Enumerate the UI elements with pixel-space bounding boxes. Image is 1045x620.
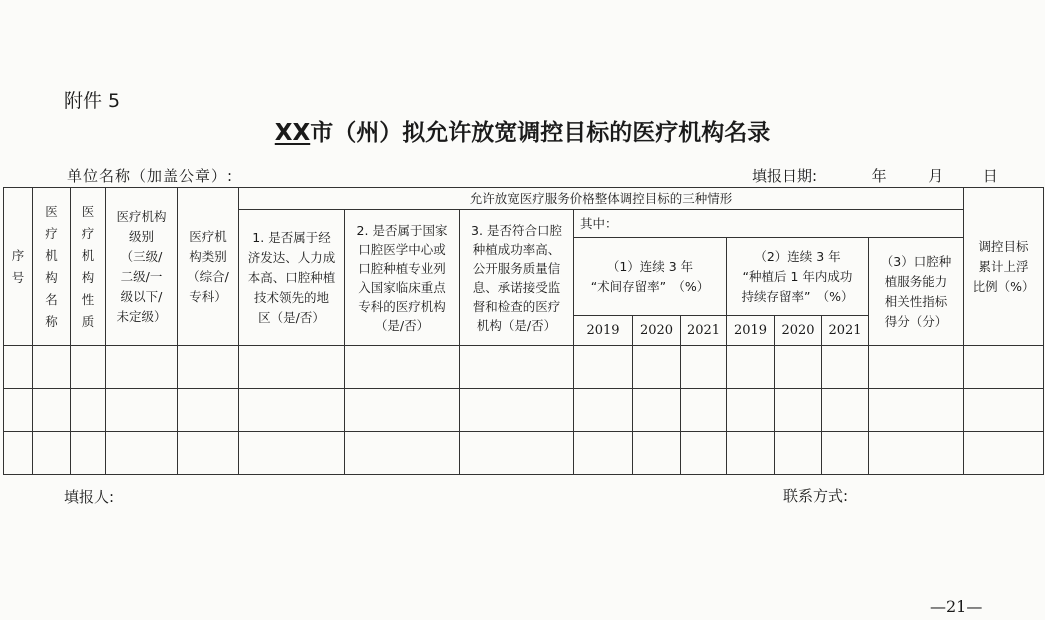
table-cell[interactable]	[869, 346, 964, 389]
sub-criterion-3-header: （3）口腔种 植服务能力 相关性指标 得分（分）	[869, 238, 964, 346]
table-cell[interactable]	[106, 389, 178, 432]
unit-name-label: 单位名称（加盖公章）:	[67, 167, 234, 185]
table-cell[interactable]	[345, 432, 460, 475]
col-type-header: 医疗机 构类别 （综合/ 专科）	[178, 188, 239, 346]
attachment-label: 附件 5	[64, 90, 121, 112]
col-name-header: 医 疗 机 构 名 称	[33, 188, 71, 346]
among-label: 其中：	[574, 210, 964, 238]
table-cell[interactable]	[106, 346, 178, 389]
page-number: —21—	[930, 597, 983, 616]
table-cell[interactable]	[775, 432, 822, 475]
title-city-placeholder: XX	[274, 120, 311, 146]
table-cell[interactable]	[775, 346, 822, 389]
table-cell[interactable]	[869, 432, 964, 475]
table-cell[interactable]	[178, 389, 239, 432]
table-cell[interactable]	[822, 389, 869, 432]
table-cell[interactable]	[178, 432, 239, 475]
table-cell[interactable]	[4, 432, 33, 475]
table-cell[interactable]	[71, 389, 106, 432]
table-cell[interactable]	[4, 389, 33, 432]
table-cell[interactable]	[33, 389, 71, 432]
table-cell[interactable]	[345, 346, 460, 389]
fill-date	[752, 165, 998, 186]
col-level-header: 医疗机构 级别 （三级/ 二级/一 级以下/ 未定级）	[106, 188, 178, 346]
table-cell[interactable]	[106, 432, 178, 475]
year-header: 2020	[775, 316, 822, 346]
date-month-label: 月	[928, 167, 944, 185]
situation-1-header: 1. 是否属于经 济发达、人力成 本高、口腔种植 技术领先的地 区（是/否）	[239, 210, 345, 346]
table-cell[interactable]	[71, 432, 106, 475]
table-cell[interactable]	[964, 432, 1044, 475]
table-cell[interactable]	[4, 346, 33, 389]
year-header: 2019	[727, 316, 775, 346]
table-cell[interactable]	[964, 346, 1044, 389]
table-cell[interactable]	[574, 346, 633, 389]
table-cell[interactable]	[633, 389, 681, 432]
table-row	[4, 389, 1044, 432]
table-cell[interactable]	[460, 389, 574, 432]
table-cell[interactable]	[239, 346, 345, 389]
date-year-label: 年	[871, 167, 887, 185]
table-cell[interactable]	[964, 389, 1044, 432]
sub-criterion-1-header: （1）连续 3 年 “术间存留率” （%）	[574, 238, 727, 316]
situation-3-header: 3. 是否符合口腔 种植成功率高、 公开服务质量信 息、承诺接受监 督和检查的医疗 机构（是/否）	[460, 210, 574, 346]
table-cell[interactable]	[869, 389, 964, 432]
date-day-label: 日	[982, 167, 998, 185]
table-cell[interactable]	[727, 432, 775, 475]
table-cell[interactable]	[345, 389, 460, 432]
year-header: 2021	[822, 316, 869, 346]
col-nature-header: 医 疗 机 构 性 质	[71, 188, 106, 346]
fill-date-label: 填报日期:	[752, 167, 818, 185]
table-cell[interactable]	[574, 432, 633, 475]
table-cell[interactable]	[633, 432, 681, 475]
title-text: 市（州）拟允许放宽调控目标的医疗机构名录	[310, 120, 771, 146]
table-cell[interactable]	[460, 432, 574, 475]
table-cell[interactable]	[681, 432, 727, 475]
table-cell[interactable]	[775, 389, 822, 432]
year-header: 2020	[633, 316, 681, 346]
year-header: 2019	[574, 316, 633, 346]
table-cell[interactable]	[460, 346, 574, 389]
group-header: 允许放宽医疗服务价格整体调控目标的三种情形	[239, 188, 964, 210]
page-title	[0, 114, 1045, 147]
col-seq-header: 序 号	[4, 188, 33, 346]
table-cell[interactable]	[239, 432, 345, 475]
table-cell[interactable]	[33, 432, 71, 475]
table-cell[interactable]	[33, 346, 71, 389]
reporter-label: 填报人:	[64, 488, 115, 506]
contact-label: 联系方式:	[783, 487, 849, 505]
col-float-header: 调控目标 累计上浮 比例（%）	[964, 188, 1044, 346]
table-cell[interactable]	[71, 346, 106, 389]
table-cell[interactable]	[727, 389, 775, 432]
institution-table	[3, 187, 1044, 475]
table-cell[interactable]	[681, 389, 727, 432]
table-cell[interactable]	[822, 432, 869, 475]
table-row	[4, 432, 1044, 475]
table-cell[interactable]	[727, 346, 775, 389]
table-row	[4, 346, 1044, 389]
table-cell[interactable]	[239, 389, 345, 432]
situation-2-header: 2. 是否属于国家 口腔医学中心或 口腔种植专业列 入国家临床重点 专科的医疗机构 （是/否）	[345, 210, 460, 346]
sub-criterion-2-header: （2）连续 3 年 “种植后 1 年内成功 持续存留率” （%）	[727, 238, 869, 316]
table-cell[interactable]	[681, 346, 727, 389]
table-cell[interactable]	[178, 346, 239, 389]
year-header: 2021	[681, 316, 727, 346]
table-cell[interactable]	[574, 389, 633, 432]
table-cell[interactable]	[822, 346, 869, 389]
table-cell[interactable]	[633, 346, 681, 389]
